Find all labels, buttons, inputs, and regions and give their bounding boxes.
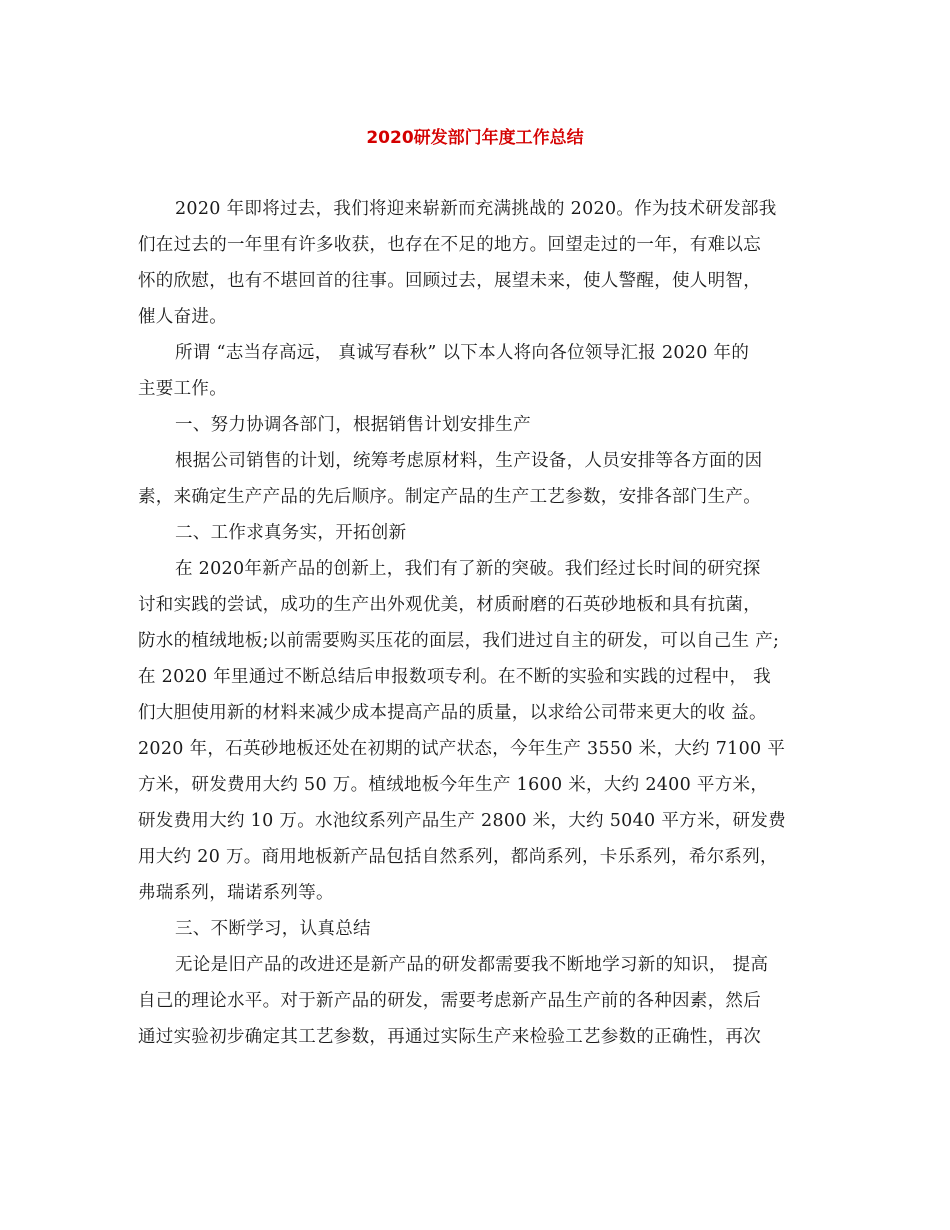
paragraph-line: 催人奋进。 xyxy=(138,307,227,327)
paragraph-line: 研发费用大约 10 万。水池纹系列产品生产 2800 米，大约 5040 平方米，研发费 xyxy=(138,811,786,831)
section-heading: 三、不断学习，认真总结 xyxy=(175,919,371,939)
paragraph-line: 方米，研发费用大约 50 万。植绒地板今年生产 1600 米，大约 2400 平方米， xyxy=(138,775,769,795)
document-title: 2020研发部门年度工作总结 xyxy=(366,128,584,148)
paragraph-line: 主要工作。 xyxy=(138,379,227,399)
paragraph-line: 在 2020 年里通过不断总结后申报数项专利。在不断的实验和实践的过程中， 我 xyxy=(138,667,771,687)
paragraph-line: 素，来确定生产产品的先后顺序。制定产品的生产工艺参数，安排各部门生产。 xyxy=(138,487,761,507)
paragraph-line: 弗瑞系列，瑞诺系列等。 xyxy=(138,883,334,903)
paragraph-line: 怀的欣慰，也有不堪回首的往事。回顾过去，展望未来，使人警醒，使人明智， xyxy=(138,271,761,291)
paragraph-line: 通过实验初步确定其工艺参数，再通过实际生产来检验工艺参数的正确性，再次 xyxy=(138,1027,761,1047)
paragraph-line: 防水的植绒地板;以前需要购买压花的面层，我们进过自主的研发，可以自己生 产; xyxy=(138,631,780,651)
paragraph-line: 根据公司销售的计划，统筹考虑原材料，生产设备，人员安排等各方面的因 xyxy=(175,451,763,471)
paragraph-line: 用大约 20 万。商用地板新产品包括自然系列，都尚系列，卡乐系列，希尔系列， xyxy=(138,847,778,867)
paragraph-line: 讨和实践的尝试，成功的生产出外观优美，材质耐磨的石英砂地板和具有抗菌， xyxy=(138,595,761,615)
paragraph-line: 无论是旧产品的改进还是新产品的研发都需要我不断地学习新的知识， 提高 xyxy=(175,955,769,975)
paragraph-line: 所谓 “志当存高远， 真诚写春秋” 以下本人将向各位领导汇报 2020 年的 xyxy=(175,343,750,363)
paragraph-line: 们大胆使用新的材料来减少成本提高产品的质量，以求给公司带来更大的收 益。 xyxy=(138,703,767,723)
paragraph-line: 2020 年即将过去，我们将迎来崭新而充满挑战的 2020。作为技术研发部我 xyxy=(175,199,777,219)
section-heading: 二、工作求真务实，开拓创新 xyxy=(175,523,407,543)
paragraph-line: 自己的理论水平。对于新产品的研发，需要考虑新产品生产前的各种因素，然后 xyxy=(138,991,761,1011)
paragraph-line: 在 2020年新产品的创新上，我们有了新的突破。我们经过长时间的研究探 xyxy=(175,559,761,579)
paragraph-line: 2020 年，石英砂地板还处在初期的试产状态，今年生产 3550 米，大约 7100 平 xyxy=(138,739,786,759)
section-heading: 一、努力协调各部门，根据销售计划安排生产 xyxy=(175,415,531,435)
paragraph-line: 们在过去的一年里有许多收获，也存在不足的地方。回望走过的一年，有难以忘 xyxy=(138,235,761,255)
